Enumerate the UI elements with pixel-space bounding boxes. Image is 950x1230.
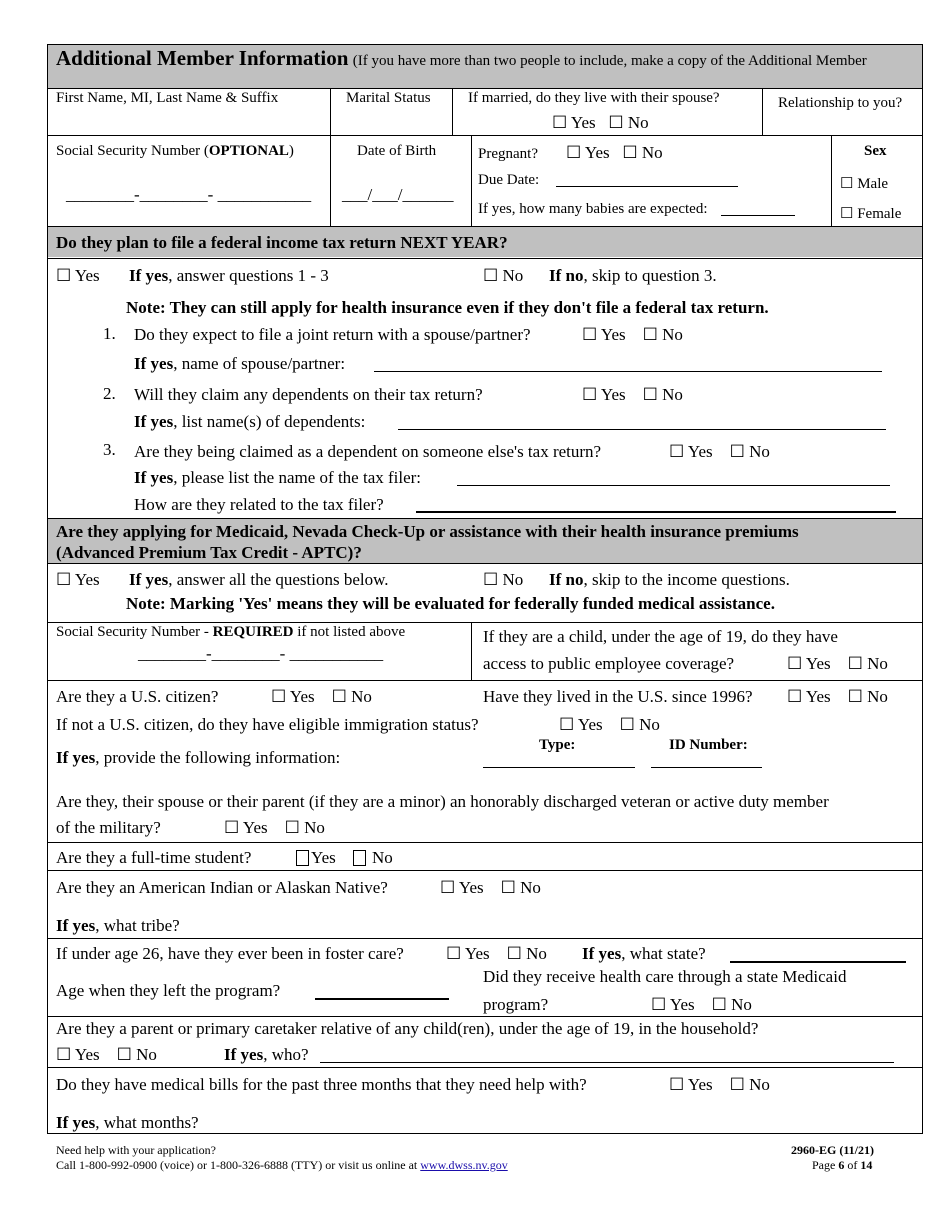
- state-medicaid-options[interactable]: ☐ Yes ☐ No: [651, 995, 752, 1014]
- state-medicaid-q-line1: Did they receive health care through a state Medicaid: [483, 967, 847, 986]
- babies-label: If yes, how many babies are expected:: [478, 201, 708, 217]
- section-title: Additional Member Information: [56, 46, 349, 70]
- tax-yes-option[interactable]: ☐ Yes: [56, 266, 100, 285]
- tax-filer-name-input[interactable]: [457, 485, 890, 486]
- tax-heading: Do they plan to file a federal income tax return NEXT YEAR?: [56, 233, 508, 252]
- ssn-required-input[interactable]: ________-________- ___________: [138, 644, 384, 663]
- ssn-optional-label: Social Security Number (OPTIONAL): [56, 143, 294, 159]
- q1-follow-label: If yes, name of spouse/partner:: [134, 354, 346, 373]
- sex-label: Sex: [864, 143, 887, 159]
- child-coverage-q-line2: access to public employee coverage?: [483, 654, 735, 673]
- ssn-required-label: Social Security Number - REQUIRED if not listed above: [56, 624, 406, 640]
- footer-help: Need help with your application?: [56, 1143, 216, 1157]
- q2-number: 2.: [103, 384, 116, 403]
- q3-number: 3.: [103, 440, 116, 459]
- tax-filer-relation-input[interactable]: [416, 511, 896, 513]
- age-left-input[interactable]: [315, 998, 449, 1000]
- child-coverage-q-line1: If they are a child, under the age of 19, do they have: [483, 627, 838, 646]
- citizen-options[interactable]: ☐ Yes ☐ No: [271, 687, 372, 706]
- spouse-partner-input[interactable]: [374, 371, 882, 372]
- due-date-label: Due Date:: [478, 172, 540, 188]
- native-options[interactable]: ☐ Yes ☐ No: [440, 878, 541, 897]
- sex-male-option[interactable]: ☐ Male: [840, 176, 889, 192]
- type-label: Type:: [539, 737, 576, 753]
- veteran-options[interactable]: ☐ Yes ☐ No: [224, 818, 325, 837]
- parent-who-label: If yes, who?: [224, 1045, 309, 1064]
- medicaid-yes-option[interactable]: ☐ Yes: [56, 570, 100, 589]
- foster-state-label: If yes, what state?: [582, 944, 706, 963]
- babies-input[interactable]: [721, 215, 795, 216]
- q2-follow-label: If yes, list name(s) of dependents:: [134, 412, 366, 431]
- dependents-input[interactable]: [398, 429, 886, 430]
- citizen-q: Are they a U.S. citizen?: [56, 687, 219, 706]
- student-q: Are they a full-time student?: [56, 848, 252, 867]
- native-q: Are they an American Indian or Alaskan Native?: [56, 878, 388, 897]
- q1-number: 1.: [103, 324, 116, 343]
- q3-related-label: How are they related to the tax filer?: [134, 495, 384, 514]
- state-medicaid-q-line2: program?: [483, 995, 549, 1014]
- bills-options[interactable]: ☐ Yes ☐ No: [669, 1075, 770, 1094]
- child-coverage-options[interactable]: ☐ Yes ☐ No: [787, 654, 888, 673]
- section-note: (If you have more than two people to include, make a copy of the Additional Member: [352, 53, 867, 69]
- live-with-spouse-options[interactable]: ☐ Yes ☐ No: [552, 113, 649, 132]
- pregnant-options[interactable]: ☐ Yes ☐ No: [566, 143, 663, 162]
- marital-status-label: Marital Status: [346, 90, 431, 106]
- dob-label: Date of Birth: [357, 143, 437, 159]
- q1-options[interactable]: ☐ Yes ☐ No: [582, 325, 683, 344]
- q3-follow-label: If yes, please list the name of the tax filer:: [134, 468, 422, 487]
- id-number-label: ID Number:: [669, 737, 748, 753]
- medicaid-heading-line2: (Advanced Premium Tax Credit - APTC)?: [56, 543, 362, 562]
- months-label: If yes, what months?: [56, 1113, 199, 1132]
- parent-options[interactable]: ☐ Yes ☐ No: [56, 1045, 157, 1064]
- veteran-q-line1: Are they, their spouse or their parent (if they are a minor) an honorably discharged veteran or active duty member: [56, 792, 829, 811]
- q1-text: Do they expect to file a joint return with a spouse/partner?: [134, 325, 531, 344]
- bills-q: Do they have medical bills for the past three months that they need help with?: [56, 1075, 587, 1094]
- form-id: 2960-EG (11/21): [791, 1143, 874, 1157]
- section-header: [56, 46, 867, 71]
- immigration-id-input[interactable]: [651, 767, 762, 768]
- medicaid-no-option[interactable]: ☐ No: [483, 570, 524, 589]
- tax-no-option[interactable]: ☐ No: [483, 266, 524, 285]
- tribe-label: If yes, what tribe?: [56, 916, 180, 935]
- immigration-type-input[interactable]: [483, 767, 635, 768]
- q3-options[interactable]: ☐ Yes ☐ No: [669, 442, 770, 461]
- tax-no-instruction: If no, skip to question 3.: [549, 266, 717, 285]
- foster-state-input[interactable]: [730, 961, 906, 963]
- name-label: First Name, MI, Last Name & Suffix: [56, 90, 279, 106]
- dwss-link[interactable]: www.dwss.nv.gov: [420, 1158, 508, 1172]
- q2-options[interactable]: ☐ Yes ☐ No: [582, 385, 683, 404]
- tax-note: Note: They can still apply for health insurance even if they don't file a federal tax return.: [126, 298, 769, 317]
- page-number: Page 6 of 14: [812, 1158, 873, 1172]
- medicaid-yes-instruction: If yes, answer all the questions below.: [129, 570, 389, 589]
- dob-input[interactable]: ___/___/______: [342, 185, 454, 204]
- immigration-options[interactable]: ☐ Yes ☐ No: [559, 715, 660, 734]
- due-date-input[interactable]: [556, 186, 738, 187]
- medicaid-heading-line1: Are they applying for Medicaid, Nevada Check-Up or assistance with their health insurance premiums: [56, 522, 799, 541]
- parent-who-input[interactable]: [320, 1062, 894, 1063]
- age-left-q: Age when they left the program?: [56, 981, 281, 1000]
- relationship-label: Relationship to you?: [778, 95, 903, 111]
- medicaid-note: Note: Marking 'Yes' means they will be evaluated for federally funded medical assistance.: [126, 594, 775, 613]
- parent-q: Are they a parent or primary caretaker relative of any child(ren), under the age of 19, in the household?: [56, 1019, 759, 1038]
- live-with-spouse-label: If married, do they live with their spouse?: [468, 90, 720, 106]
- pregnant-label: Pregnant?: [478, 146, 538, 162]
- footer-contact: Call 1-800-992-0900 (voice) or 1-800-326-6888 (TTY) or visit us online at www.dwss.nv.gov: [56, 1158, 508, 1172]
- immigration-q: If not a U.S. citizen, do they have eligible immigration status?: [56, 715, 479, 734]
- tax-yes-instruction: If yes, answer questions 1 - 3: [129, 266, 329, 285]
- lived-since-1996-q: Have they lived in the U.S. since 1996?: [483, 687, 753, 706]
- provide-info-label: If yes, provide the following information:: [56, 748, 341, 767]
- foster-options[interactable]: ☐ Yes ☐ No: [446, 944, 547, 963]
- lived-since-1996-options[interactable]: ☐ Yes ☐ No: [787, 687, 888, 706]
- sex-female-option[interactable]: ☐ Female: [840, 206, 902, 222]
- foster-q: If under age 26, have they ever been in foster care?: [56, 944, 404, 963]
- veteran-q-line2: of the military?: [56, 818, 161, 837]
- medicaid-no-instruction: If no, skip to the income questions.: [549, 570, 790, 589]
- student-options[interactable]: Yes No: [296, 848, 393, 868]
- q3-text: Are they being claimed as a dependent on someone else's tax return?: [134, 442, 602, 461]
- q2-text: Will they claim any dependents on their tax return?: [134, 385, 483, 404]
- ssn-optional-input[interactable]: ________-________- ___________: [66, 185, 312, 204]
